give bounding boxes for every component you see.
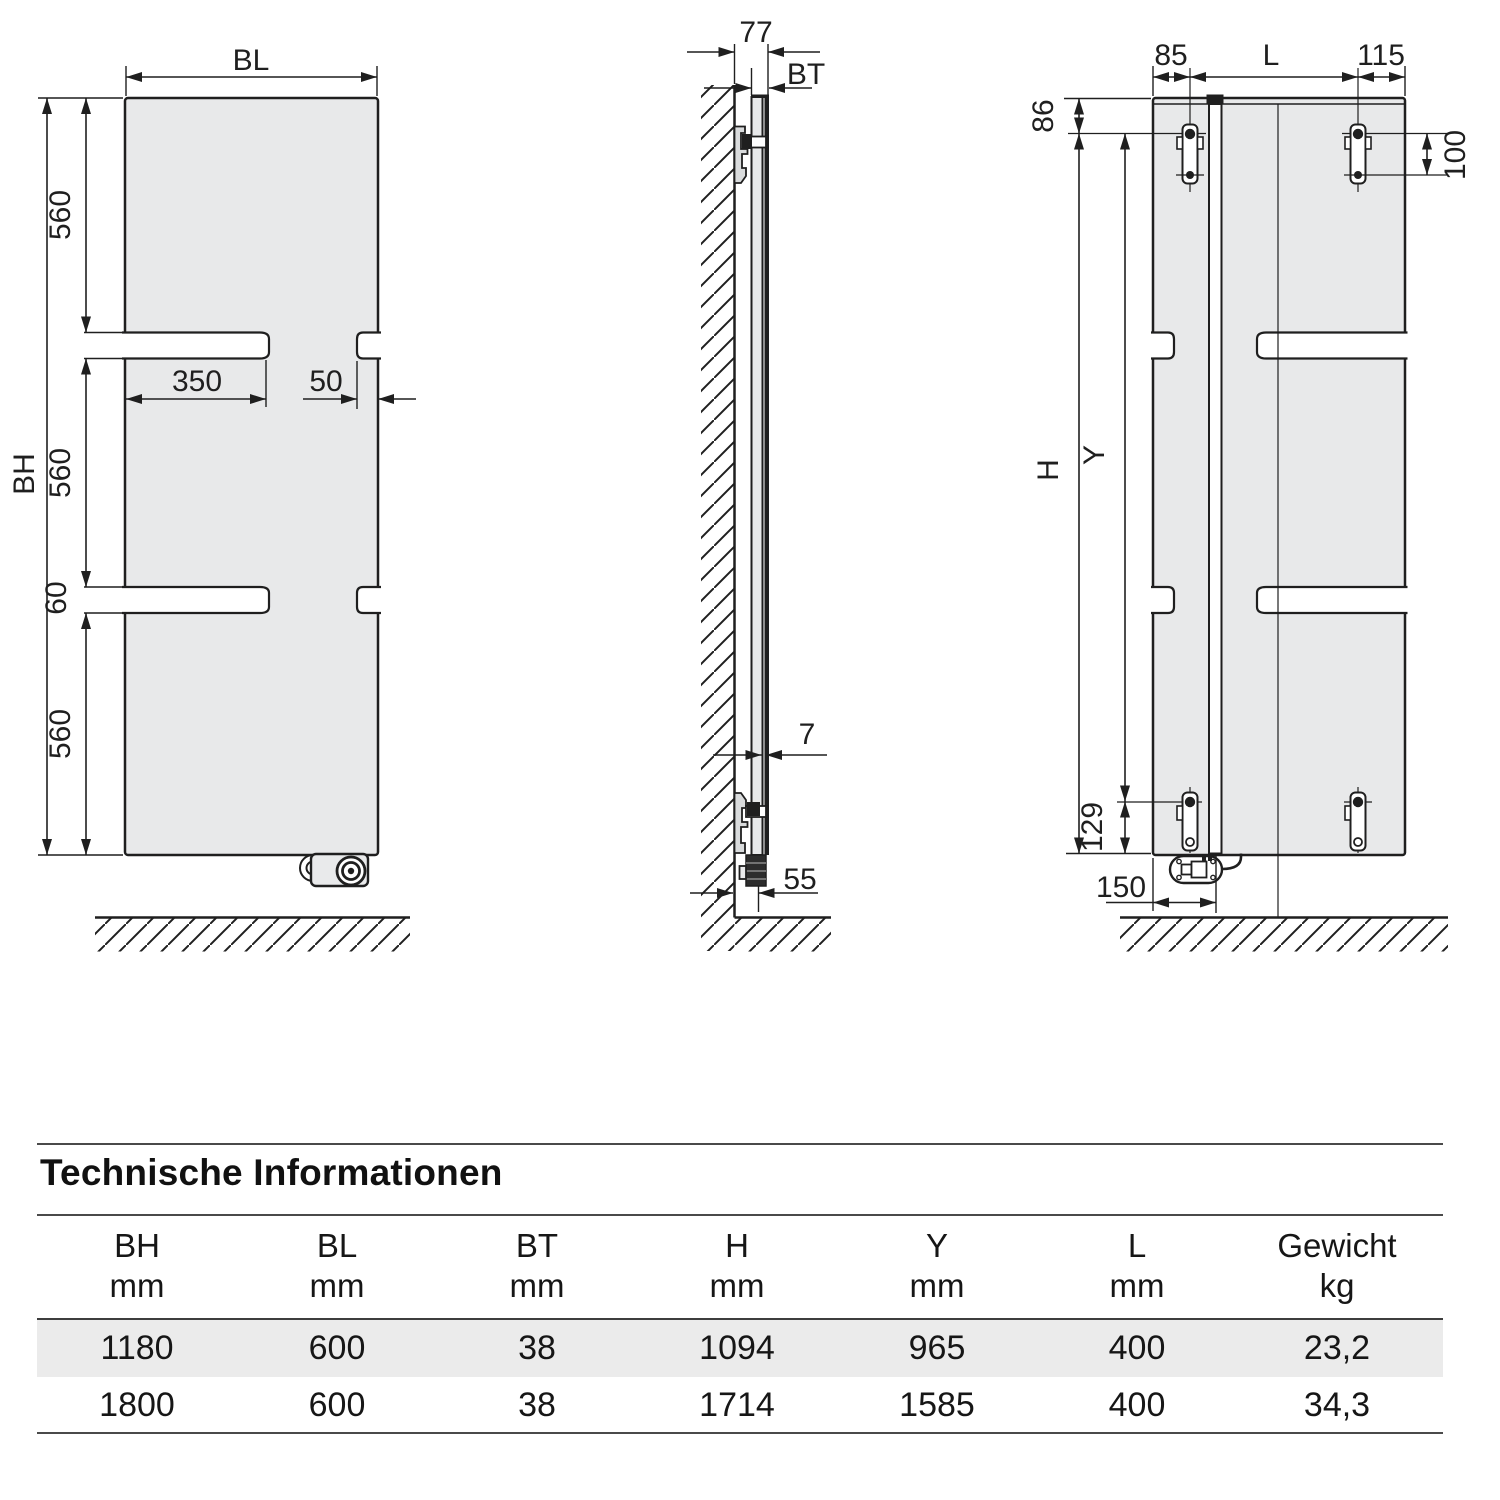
dim-label-560-bottom: 560 <box>44 708 77 760</box>
cell-h: 1714 <box>699 1386 775 1424</box>
back-view <box>1027 39 1472 952</box>
back-floor-hatch <box>1120 919 1448 952</box>
dim-label-bh: BH <box>8 453 41 495</box>
dim-label-y: Y <box>1078 444 1111 466</box>
column-header-bl <box>237 1226 437 1306</box>
dim-label-85: 85 <box>1154 39 1188 72</box>
back-notch-upper <box>1151 333 1174 359</box>
column-label: Y <box>925 1227 948 1264</box>
column-header-gewicht <box>1237 1226 1437 1306</box>
table-rule-bottom <box>37 1432 1443 1434</box>
dim-label-560-top: 560 <box>44 189 77 241</box>
cell-y: 1585 <box>899 1386 975 1424</box>
column-header-l <box>1037 1226 1237 1306</box>
electric-element <box>1170 854 1241 884</box>
back-slot-lower <box>1257 587 1408 613</box>
dim-label-l: L <box>1262 39 1280 72</box>
panel-body-profile <box>752 97 763 855</box>
front-panel <box>125 98 378 855</box>
cell-gewicht: 23,2 <box>1303 1329 1371 1367</box>
dim-label-560-mid: 560 <box>44 447 77 499</box>
cell-h: 1094 <box>699 1329 775 1367</box>
column-header-y <box>837 1226 1037 1306</box>
cell-l: 400 <box>1108 1386 1166 1424</box>
dim-label-150: 150 <box>1095 871 1147 904</box>
cell-bl: 600 <box>308 1386 366 1424</box>
dim-label-55: 55 <box>783 863 817 896</box>
column-label: H <box>725 1227 749 1264</box>
column-label: L <box>1127 1227 1147 1264</box>
column-unit: mm <box>309 1267 365 1304</box>
wall-bracket-bottom <box>735 793 748 853</box>
front-view <box>8 44 416 952</box>
side-floor-hatch <box>735 919 832 952</box>
cell-bh: 1800 <box>99 1386 175 1424</box>
cell-bt: 38 <box>518 1329 556 1367</box>
notch-upper <box>357 333 381 359</box>
column-label: Gewicht <box>1277 1227 1397 1264</box>
table-title: Technische Informationen <box>40 1152 503 1193</box>
back-slot-upper <box>1257 333 1408 359</box>
towel-slot-lower <box>122 587 269 613</box>
column-unit: mm <box>509 1267 565 1304</box>
column-unit: kg <box>1319 1267 1355 1304</box>
cell-gewicht: 34,3 <box>1303 1386 1371 1424</box>
column-label: BL <box>316 1227 358 1264</box>
side-view <box>687 16 831 952</box>
table-header-row <box>37 1226 1437 1306</box>
back-notch-lower <box>1151 587 1174 613</box>
table-row <box>37 1320 1443 1377</box>
cell-bt: 38 <box>518 1386 556 1424</box>
floor-hatch <box>95 919 410 952</box>
cell-l: 400 <box>1108 1329 1166 1367</box>
dim-label-129: 129 <box>1076 801 1109 853</box>
dim-label-86: 86 <box>1027 99 1060 133</box>
column-label: BH <box>114 1227 160 1264</box>
dim-label-60: 60 <box>40 581 73 615</box>
table-rule-top <box>37 1143 1443 1145</box>
dim-label-h: H <box>1032 459 1065 481</box>
dim-label-7: 7 <box>798 718 816 751</box>
column-unit: mm <box>1109 1267 1165 1304</box>
bracket-pin-top <box>742 134 752 149</box>
valve-knob-center <box>348 868 354 874</box>
notch-lower <box>357 587 381 613</box>
column-unit: mm <box>909 1267 965 1304</box>
column-unit: mm <box>709 1267 765 1304</box>
pipe-channel <box>1209 104 1222 854</box>
dim-label-50: 50 <box>309 365 343 398</box>
table-row <box>37 1377 1437 1434</box>
cell-y: 965 <box>908 1329 966 1367</box>
dim-label-100: 100 <box>1439 129 1472 181</box>
column-header-bt <box>437 1226 637 1306</box>
bracket-pin-bottom <box>747 802 760 816</box>
back-panel <box>1153 98 1405 855</box>
panel-top-cap <box>751 95 769 99</box>
dim-label-bt: BT <box>786 58 826 91</box>
dim-label-77: 77 <box>739 16 773 49</box>
cell-bl: 600 <box>308 1329 366 1367</box>
dim-label-350: 350 <box>171 365 223 398</box>
column-header-bh <box>37 1226 237 1306</box>
cell-bh: 1180 <box>100 1329 174 1367</box>
dim-label-115: 115 <box>1357 39 1405 72</box>
column-unit: mm <box>109 1267 165 1304</box>
valve-tab <box>740 866 747 879</box>
dim-label-bl: BL <box>232 44 270 77</box>
front-sheet-profile <box>765 97 770 855</box>
column-label: BT <box>515 1227 559 1264</box>
table-rule-under-title <box>37 1214 1443 1216</box>
towel-slot-upper <box>122 333 269 359</box>
wall-hatch <box>701 85 734 951</box>
column-header-h <box>637 1226 837 1306</box>
channel-top-tab <box>1207 95 1224 104</box>
